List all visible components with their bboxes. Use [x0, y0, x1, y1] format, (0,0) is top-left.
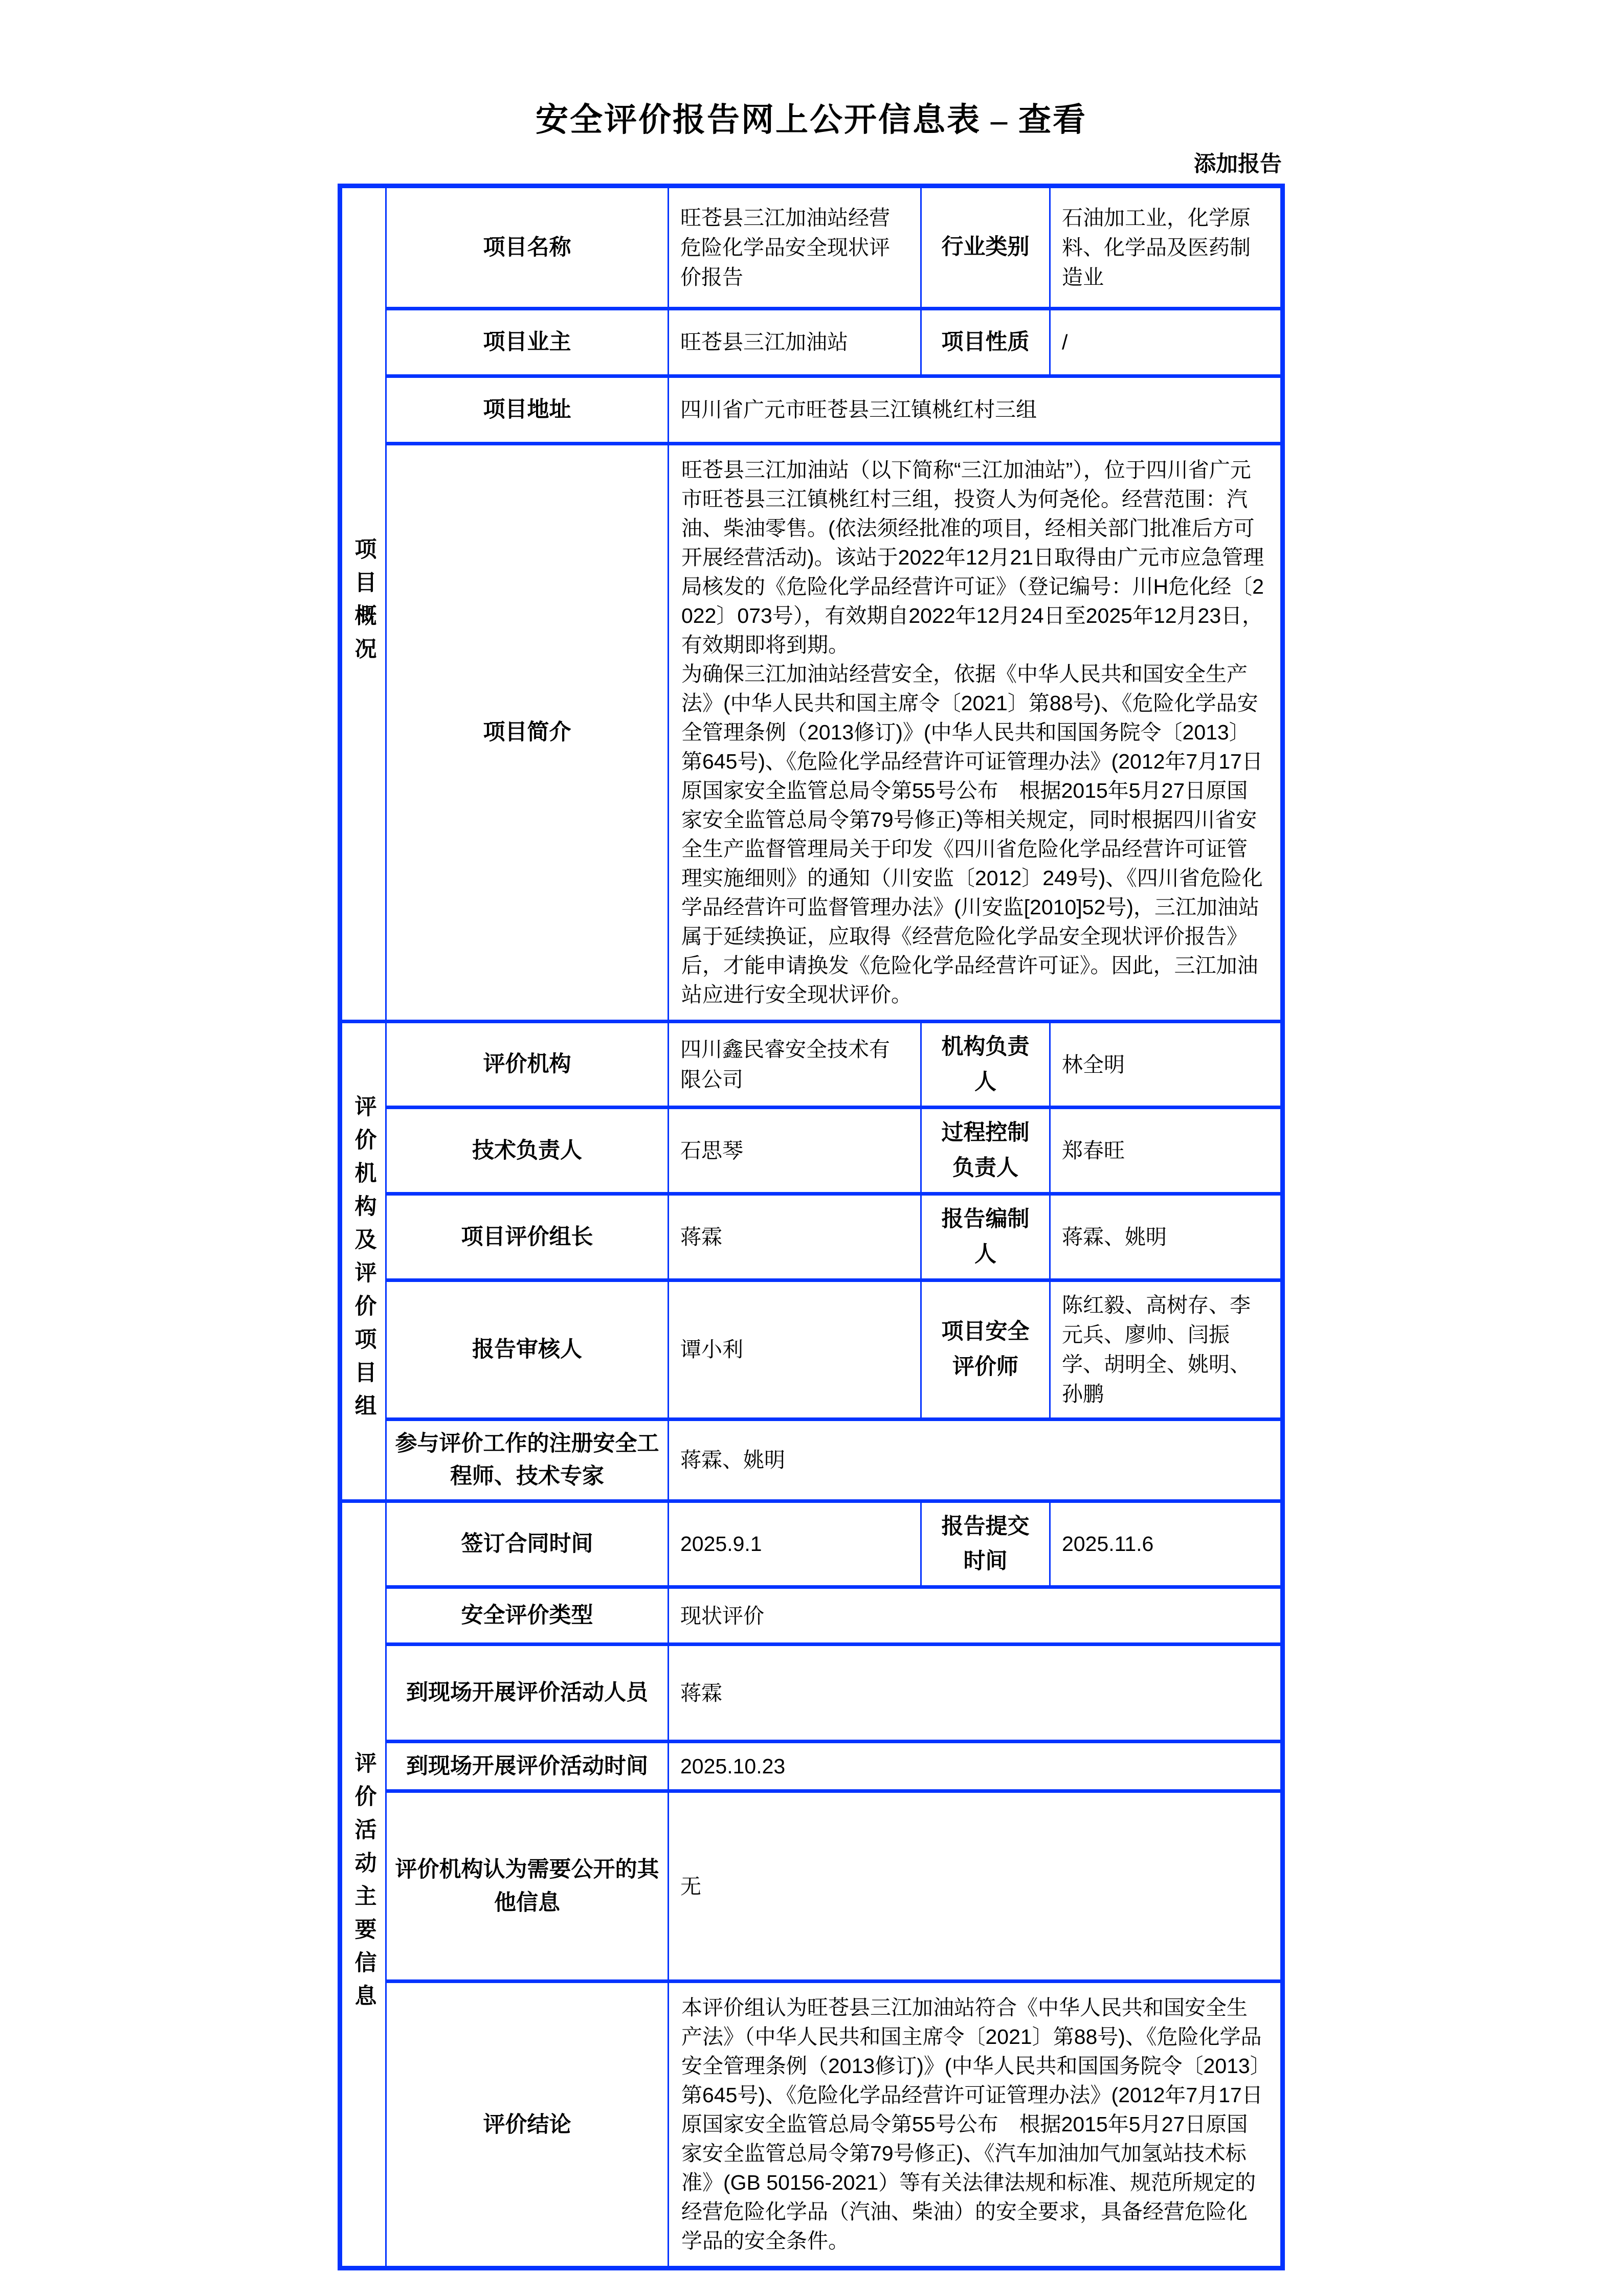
- field-label-project-nature: 项目性质: [921, 308, 1050, 376]
- field-label-evaluation-org: 评价机构: [386, 1021, 669, 1108]
- field-label-report-reviewer: 报告审核人: [386, 1280, 669, 1419]
- page-container: [338, 0, 1285, 2270]
- field-value-evaluation-conclusion: 本评价组认为旺苍县三江加油站符合《中华人民共和国安全生产法》（中华人民共和国主席令〔2021〕第88号)、《危险化学品安全管理条例（2013修订)》(中华人民共和国国务院令〔2013〕第645号)、《危险化学品经营许可证管理办法》(2012年7月17日原国家安全监管总局令第55号公布 根据2015年5月27日原国家安全监管总局令第79号修正)、《汽车加油加气加氢站技术标准》(GB 50156-2021）等有关法律法规和标准、规范所规定的经营危险化学品（汽油、柴油）的安全要求，具备经营危险化学品的安全条件。: [669, 1982, 1283, 2268]
- table-row: [340, 1501, 1283, 1587]
- section-label-text: 评价活动主要信息: [351, 1751, 376, 2017]
- field-label-project-safety-evaluators: 项目安全评价师: [921, 1280, 1050, 1419]
- field-label-onsite-date: 到现场开展评价活动时间: [386, 1742, 669, 1791]
- field-value-safety-evaluation-type: 现状评价: [669, 1587, 1283, 1645]
- section-label-text: 项目概况: [351, 537, 376, 670]
- field-value-report-compiler: 蒋霖、姚明: [1050, 1194, 1283, 1280]
- field-label-report-submission-date: 报告提交时间: [921, 1501, 1050, 1587]
- project-brief-paragraph-1: 旺苍县三江加油站（以下简称“三江加油站”），位于四川省广元市旺苍县三江镇桃红村三组，投资人为何尧伦。经营范围：汽油、柴油零售。(依法须经批准的项目，经相关部门批准后方可开展经营活动)。该站于2022年12月21日取得由广元市应急管理局核发的《危险化学品经营许可证》（登记编号：川H危化经〔2022〕073号），有效期自2022年12月24日至2025年12月23日，有效期即将到期。: [681, 458, 1264, 657]
- table-row: [340, 443, 1283, 1021]
- table-row: [340, 1645, 1283, 1742]
- field-label-process-control-head: 过程控制负责人: [921, 1108, 1050, 1194]
- section-label-project-overview: [340, 186, 386, 1021]
- field-label-safety-evaluation-type: 安全评价类型: [386, 1587, 669, 1645]
- table-row: [340, 186, 1283, 308]
- table-row: [340, 1021, 1283, 1108]
- field-value-contract-signing-date: 2025.9.1: [669, 1501, 921, 1587]
- field-value-report-reviewer: 谭小利: [669, 1280, 921, 1419]
- field-label-project-brief: 项目简介: [386, 443, 669, 1021]
- field-label-contract-signing-date: 签订合同时间: [386, 1501, 669, 1587]
- table-row: [340, 1419, 1283, 1501]
- field-label-registered-engineers-experts: 参与评价工作的注册安全工程师、技术专家: [386, 1419, 669, 1501]
- section-label-text: 评价机构及评价项目组: [351, 1095, 376, 1428]
- page-title: 安全评价报告网上公开信息表 – 查看: [536, 102, 1087, 138]
- field-value-industry-category: 石油加工业，化学原料、化学品及医药制造业: [1050, 186, 1283, 308]
- table-row: [340, 1108, 1283, 1194]
- field-value-technical-head: 石思琴: [669, 1108, 921, 1194]
- field-value-registered-engineers-experts: 蒋霖、姚明: [669, 1419, 1283, 1501]
- table-row: [340, 1280, 1283, 1419]
- field-value-other-public-info: 无: [669, 1791, 1283, 1982]
- field-label-evaluation-conclusion: 评价结论: [386, 1982, 669, 2268]
- field-label-project-owner: 项目业主: [386, 308, 669, 376]
- table-row: [340, 308, 1283, 376]
- field-label-other-public-info: 评价机构认为需要公开的其他信息: [386, 1791, 669, 1982]
- field-value-process-control-head: 郑春旺: [1050, 1108, 1283, 1194]
- field-label-technical-head: 技术负责人: [386, 1108, 669, 1194]
- field-label-project-address: 项目地址: [386, 376, 669, 443]
- field-value-onsite-personnel: 蒋霖: [669, 1645, 1283, 1742]
- field-value-org-head: 林全明: [1050, 1021, 1283, 1108]
- field-value-project-team-leader: 蒋霖: [669, 1194, 921, 1280]
- field-value-project-address: 四川省广元市旺苍县三江镇桃红村三组: [669, 376, 1283, 443]
- field-value-project-safety-evaluators: 陈红毅、高树存、李元兵、廖帅、闫振学、胡明全、姚明、孙鹏: [1050, 1280, 1283, 1419]
- field-label-onsite-personnel: 到现场开展评价活动人员: [386, 1645, 669, 1742]
- field-label-org-head: 机构负责人: [921, 1021, 1050, 1108]
- field-value-project-name: 旺苍县三江加油站经营危险化学品安全现状评价报告: [669, 186, 921, 308]
- project-brief-paragraph-2: 为确保三江加油站经营安全，依据《中华人民共和国安全生产法》(中华人民共和国主席令〔2021〕第88号)、《危险化学品安全管理条例（2013修订)》(中华人民共和国国务院令〔2013〕第645号)、《危险化学品经营许可证管理办法》(2012年7月17日原国家安全监管总局令第55号公布 根据2015年5月27日原国家安全监管总局令第79号修正)等相关规定，同时根据四川省安全生产监督管理局关于印发《四川省危险化学品经营许可证管理实施细则》的通知（川安监〔2012〕249号)、《四川省危险化学品经营许可监督管理办法》(川安监[2010]52号)，三江加油站属于延续换证，应取得《经营危险化学品安全现状评价报告》后，才能申请换发《危险化学品经营许可证》。因此，三江加油站应进行安全现状评价。: [681, 662, 1263, 1006]
- field-value-project-owner: 旺苍县三江加油站: [669, 308, 921, 376]
- section-label-evaluation-org-team: [340, 1021, 386, 1501]
- table-row: [340, 1194, 1283, 1280]
- field-label-project-name: 项目名称: [386, 186, 669, 308]
- field-label-industry-category: 行业类别: [921, 186, 1050, 308]
- field-value-onsite-date: 2025.10.23: [669, 1742, 1283, 1791]
- add-report-button[interactable]: 添加报告: [1194, 151, 1282, 176]
- field-label-report-compiler: 报告编制人: [921, 1194, 1050, 1280]
- info-table: [338, 184, 1285, 2270]
- field-value-project-brief: [669, 443, 1283, 1021]
- table-row: [340, 1742, 1283, 1791]
- table-row: [340, 1587, 1283, 1645]
- field-value-project-nature: /: [1050, 308, 1283, 376]
- field-label-project-team-leader: 项目评价组长: [386, 1194, 669, 1280]
- table-row: [340, 1982, 1283, 2268]
- section-label-evaluation-activity-info: [340, 1501, 386, 2268]
- table-row: [340, 376, 1283, 443]
- field-value-report-submission-date: 2025.11.6: [1050, 1501, 1283, 1587]
- table-row: [340, 1791, 1283, 1982]
- field-value-evaluation-org: 四川鑫民睿安全技术有限公司: [669, 1021, 921, 1108]
